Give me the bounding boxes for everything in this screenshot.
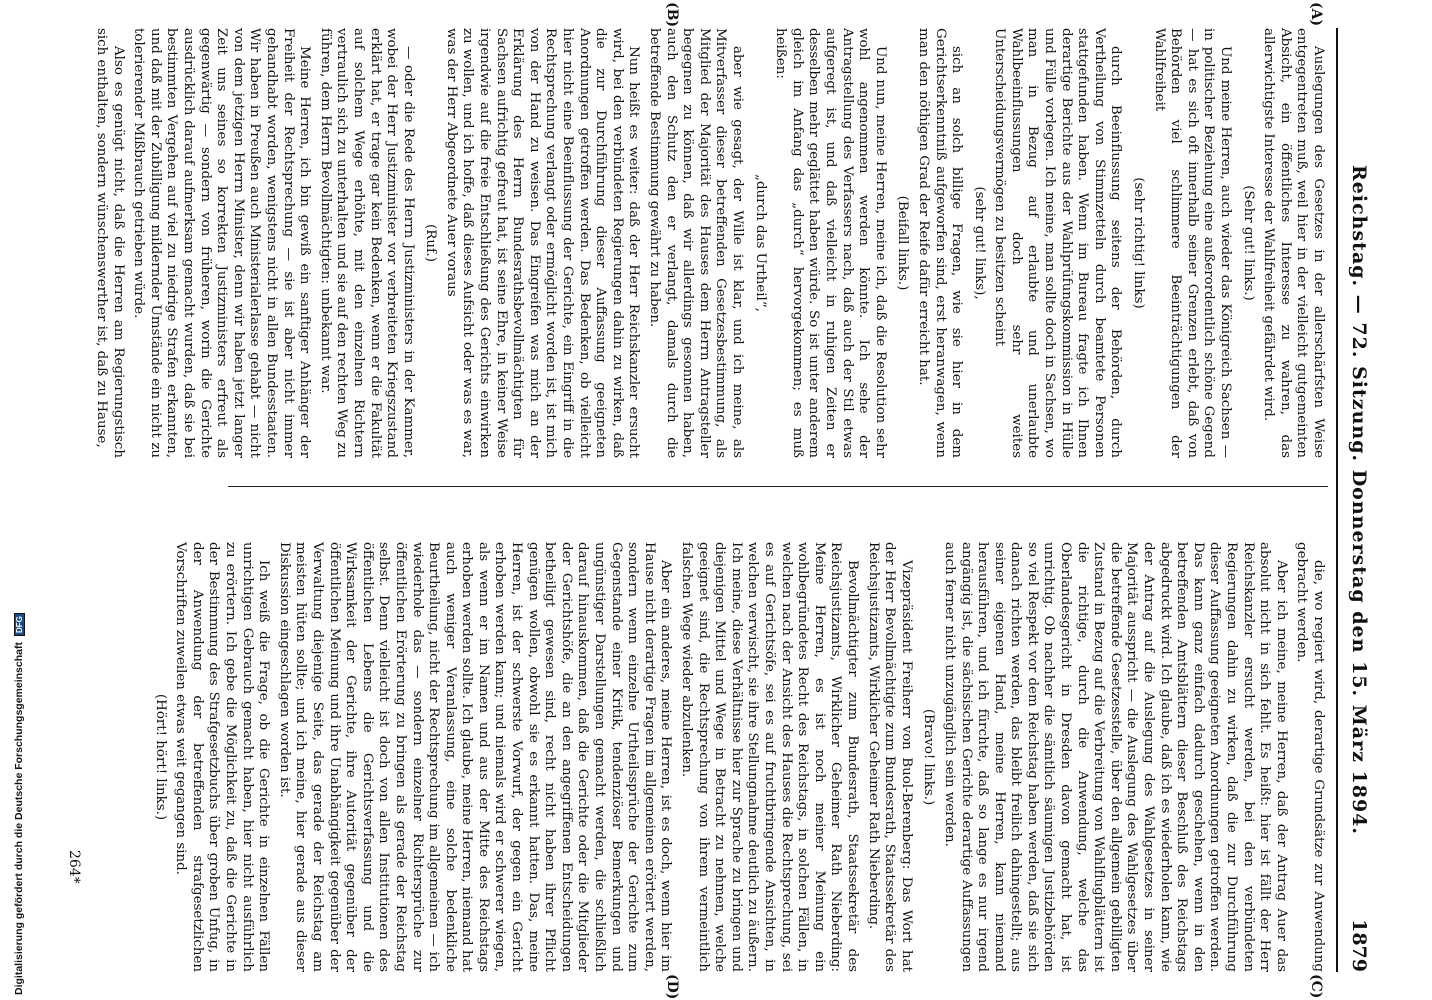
left-column (88, 28, 1326, 458)
paragraph: (Ruf.) (423, 224, 439, 262)
column-divider (228, 486, 1328, 487)
paragraph: die, wo regiert wird, derartige Grundsätze zur Anwendung gebracht werden. (1294, 542, 1326, 972)
paragraph: (Hört! hört! links.) (152, 693, 168, 821)
margin-mark-a: (A) (1308, 2, 1324, 27)
paragraph: Auslegungen des Gesetzes in der allerschärfsten Weise entgegentreten muß, weil hier in der vielleicht gutgemeinten Absicht, ein öffentliches Interesse zu wahren, das allerwichtigste Interesse der Wahlfreiheit gefährdet wird. (1261, 28, 1326, 458)
page-number: 1879 (1348, 919, 1370, 972)
paragraph: Bevollmächtigter zum Bundesrath, Staatssekretär des Reichsjustizamts, Wirklicher Geheimer Rath Nieberding: Meine Herren, es ist noch meiner Meinung ein wohlbegründetes Recht des Reichstags, in solchen Fällen, in welchen nach der Ansicht des Hauses die Rechtsprechung, sei es auf Gerichtsöfe, sei es auf fruchtbringende Ansichten, in welchen verwischt, sie ihre Stellungnahme deutlich zu äußern. Ich meine, diese Verhältnisse hier zur Sprache zu bringen und diejenigen Mittel und Wege in Betracht zu nehmen, welche geeignet sind, die Rechtsprechung von ihrem vermeintlich falschen Wege wieder abzulenken. (679, 542, 860, 972)
paragraph: Vizepräsident Freiherr von Buol-Berenberg: Das Wort hat der Herr Bevollmächtigte zum Bundesrath, Staatssekretär des Reichsjustizamts, Wirklicher Geheimer Rath Nieberding. (865, 542, 914, 972)
page-title: Reichstag. — 72. Sitzung. Donnerstag den 15. März 1894. (1348, 165, 1370, 835)
page-header (1336, 28, 1374, 972)
paragraph: „durch das Urtheil“, (752, 174, 768, 312)
margin-mark-d: (D) (664, 974, 680, 1000)
sidebar-credit-text: Digitalisierung gefördert durch die Deutsche Forschungsgemeinschaft (13, 642, 25, 995)
paragraph: (Bravo! links.) (921, 708, 937, 806)
margin-mark-c: (C) (1308, 974, 1324, 999)
paragraph: sich an solch billige Fragen, wie sie hier in dem Gerichtserkenntniß aufgeworfen sind, erst heranwagen, wenn man den nöthigen Grad der Reife dafür erreicht hat. (915, 28, 965, 458)
right-column (145, 542, 1326, 972)
paragraph: Und meine Herren, auch wieder das Königreich Sachsen — in politischer Beziehung eine außerordentlich schöne Gegend — hat es sich oft innerhalb seiner Grenzen erlebt, daß von Behörden viel schlimmere Beeinträchtigungen der Wahlfreiheit (1151, 28, 1234, 458)
margin-mark-b: (B) (664, 2, 680, 28)
paragraph: Und nun, meine Herren, meine ich, daß die Resolution sehr wohl angenommen werden könnte. Ich sehe der Antragstellung des Verfassers nach, daß auch der Stil etwas aufgeregt ist, und daß vielleicht in ruhigen Zeiten er desselben mehr geglättet haben würde. So ist unter anderem gleich im Anfang das „durch“ hervorgekommen; es muß heißen: (773, 28, 888, 458)
paragraph: (Beifall links.) (895, 195, 911, 291)
paragraph: Meine Herren, ich bin gewiß ein sanftiger Anhänger der Freiheit der Rechtsprechung — sie ist aber nicht immer gehandhabt worden, wenigstens nicht in allen Bundesstaaten. Wir haben in Preußen auch Ministerialerlasse gehabt — nicht von dem jetzigen Herrn Minister, denn wir haben jetzt langer Zeit uns seines so korrekten Justizministers erfreut als gegenwärtig — sondern von früheren, worin die Gerichte ausdrücklich darauf aufmerksam gemacht wurden, daß sie bei bestimmten Vergehen auf viel zu niedrige Strafen erkannten, und daß mit der Zubilligung mildernder Umstände ein nicht zu tolerierender Mißbrauch getrieben würde. (131, 28, 313, 458)
paragraph: Also es genügt nicht, daß die Herren am Regierungstisch sich enthalten, sondern wünschenswerther ist, daß zu Hause, (94, 28, 126, 458)
dfg-logo: DFG (14, 613, 25, 636)
paragraph: (sehr gut! links), (971, 186, 987, 300)
signature-mark: 264* (66, 850, 82, 884)
paragraph: Aber ich meine, meine Herren, daß der Antrag Auer das absolut nicht in sich fehlt. Es heißt: hier ist fällt der Herr Reichskanzler ersucht werden, bei den verbündeten Regierungen dahin zu wirken, daß die zur Durchführung dieser Auffassung geeigneten Anordnungen getroffen werden. Das kann ganz einfach dadurch geschehen, wenn in den betreffenden Amtsblättern dieser Beschluß des Reichstags abgedruckt wird. Ich glaube, daß ich es wiederholen kann, wie der Antrag auf die Auslegung des Wahlgesetzes in seiner Majorität ausspricht — die Auslegung des Wahlgesetzes über die betreffende Gesetzesstelle, über den allgemein gebilligten Zustand in Bezug auf die Verbreitung von Wahlflugblättern ist die richtige, durch die Anwendung, welche das Oberlandesgericht in Dresden davon gemacht hat, ist unrichtig. Ob nachher die sämtlich säumigen Justizbehörden so viel Respekt vor dem Reichstag haben werden, daß sie sich danach richten werden, das bleibt freilich dahingestellt; aus seiner eigenen Hand, meine Herren, kann niemand herausführen, und ich fürchte, daß so lange es nur irgend angängig ist, die sächsischen Gerichte derartige Auffassungen auch ferner nicht unzugänglich sein werden. (941, 542, 1289, 972)
paragraph: durch Beeinflussung seitens der Behörden, durch Vertheilung von Stimmzetteln durch beamtete Personen stattgefunden haben. Wenn im Bureau fragte ich Ihnen derartige Berichte aus der Wahlprüfungskommission in Hülle und Fülle vorlegen. Ich meine, man sollte doch in Sachsen, wo man in Bezug auf erlaubte und unerlaubte Wahlbeeinflussungen doch sehr weites Unterscheidungsvermögen zu besitzen scheint (992, 28, 1124, 458)
paragraph: (Sehr gut! links.) (1240, 185, 1256, 301)
paragraph: (sehr richtig! links) (1131, 177, 1147, 309)
paragraph: Nun heißt es weiter: daß der Herr Reichskanzler ersucht wird, bei den verbündeten Regierungen dahin zu wirken, daß die zur Durchführung dieser Auffassung geeigneten Anordnungen getroffen werden. Das Bedenken, ob vielleicht hier nicht eine Beeinflussung der Gerichte, ein Eingriff in die Rechtsprechung verlangt oder ermöglicht worden ist, ist mich von der Hand zu weisen. Das Eingreifen was mich an der Erklärung des Herrn Bundesrathsbevollmächtigten für Sachsen aufrichtig gefreut hat, ist seine Ehre, in keiner Weise irgendwie auf die freie Entschließung des Gerichts einwirken zu wollen, und ich hoffe, daß dieses Aufsicht oder was es war, was der Herr Abgeordnete Auer voraus (443, 28, 642, 458)
paragraph: Ich weiß die Frage, ob die Gerichte in einzelnen Fällen unrichtigen Gebrauch gemacht haben, hier nicht ausführlich zu erörtern. Ich gebe die Möglichkeit zu, daß die Gerichte in der Bestimmung des Strafgesetzbuchs über groben Unfug, in der Anwendung der betreffenden strafgesetzlichen Vorschriften zuweilen etwas weit gegangen sind. (173, 542, 272, 972)
paragraph: — oder die Rede des Herrn Justizministers in der Kammer, wobei der Herr Justizminister vor verbreiteten Kriegszustand erklärt hat, er trage gar kein Bedenken, wenn er die Fakultät auf solchem Wege erhöhte, mit den einzelnen Richtern vertraulich sich zu unterhalten und sie auf den rechten Weg zu führen, dem Herrn Bevollmächtigten: unbekannt war. (317, 28, 416, 458)
paragraph: Aber ein anderes, meine Herren, ist es doch, wenn hier im Hause nicht derartige Fragen im allgemeinen erörtert werden, sondern wenn einzelne Urtheilssprüche der Gerichte zum Gegenstande einer Kritik, tendenziöser Bemerkungen und ungünstiger Darstellungen gemacht werden, die schließlich darauf hinauskommen, daß die Gerichte oder die Mitglieder der Gerichtshöfe, die an den angegriffenen Entscheidungen betheiligt gewesen sind, recht nicht haben ihrer Pflicht genügen wollen, obwohl sie es erkannt hatten. Das, meine Herren, ist der schwerste Vorwurf, der gegen ein Gericht erhoben werden kann; und niemals wird er schwerer wiegen, als wenn er im Namen und aus der Mitte des Reichstags erhoben werden sollte. Ich glaube, meine Herren, niemand hat auch weniger Veranlassung, eine solche bedenkliche Beurtheilung, nicht der Rechtsprechung im allgemeinen — ich wiederhole das — sondern einzelner Richtersprüche zur öffentlichen Erörterung zu bringen als gerade der Reichstag selbst. Denn vielleicht ist doch von allen Institutionen des öffentlichen Lebens die Gerichtsverfassung und die Wirksamkeit der Gerichte, ihre Autorität gegenüber der öffentlichen Meinung und ihre Unabhängigkeit gegenüber der Verwaltung diejenige Seite, das gerade der Reichstag am meisten hüten sollte; und ich meine, hier gerade aus dieser Diskussion eingeschlagen worden ist. (276, 542, 674, 972)
paragraph: aber wie gesagt, der Wille ist klar, und ich meine, als Mitverfasser dieser betreffenden Gesetzesbestimmung, als Mitglied der Majorität des Hauses dem Herrn Antragsteller begegnen zu können, daß wir allerdings gesonnen haben, auch den Schutz den er verlangt, damals durch die betreffende Bestimmung gewährt zu haben. (647, 28, 745, 458)
